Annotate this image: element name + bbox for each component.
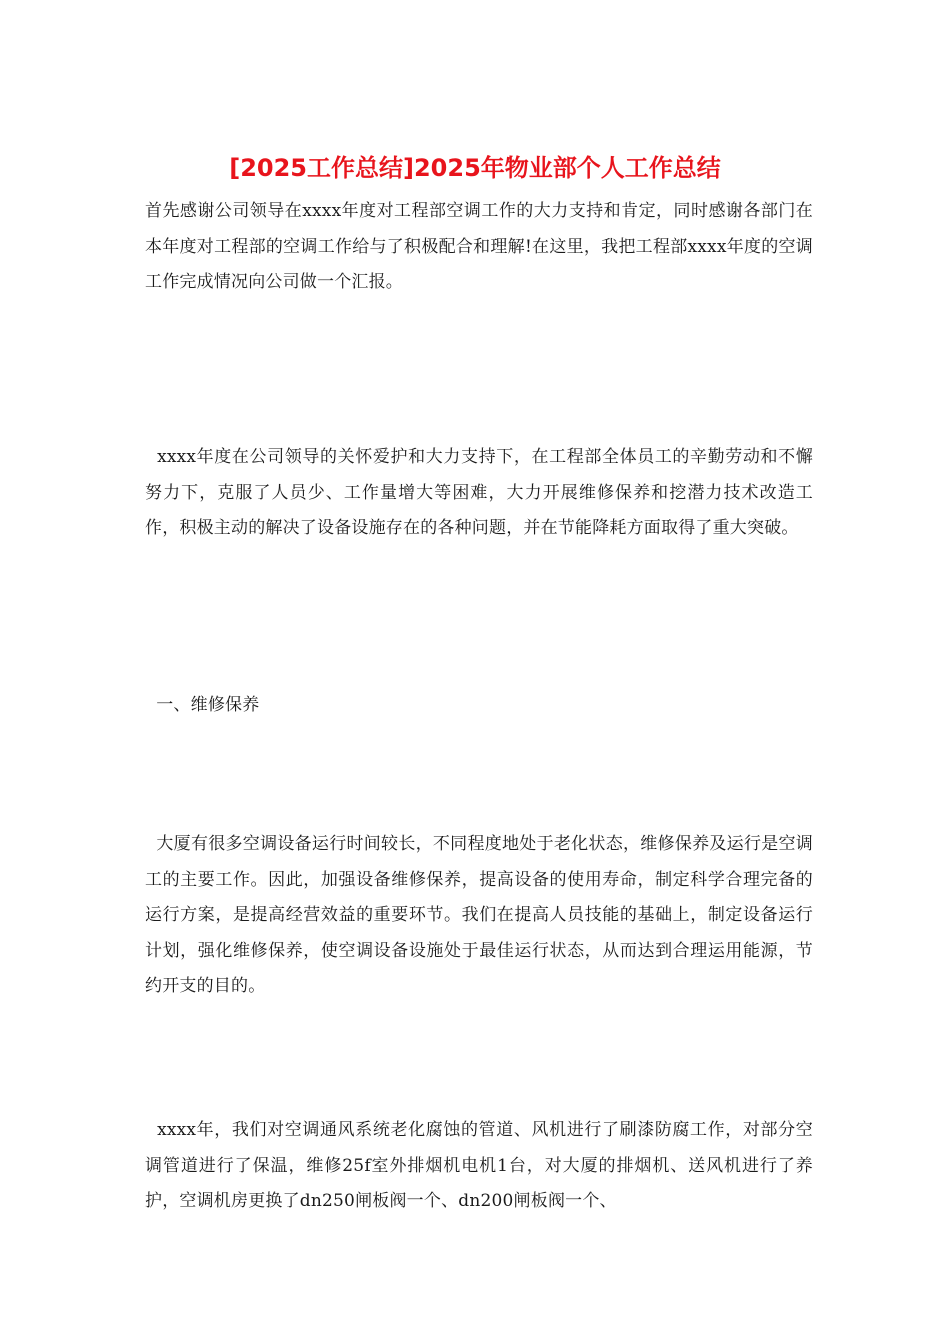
- paragraph-work-details: xxxx年，我们对空调通风系统老化腐蚀的管道、风机进行了刷漆防腐工作，对部分空调管道进行了保温，维修25f室外排烟机电机1台，对大厦的排烟机、送风机进行了养护，空调机房更换了dn250闸板阀一个、dn200闸板阀一个、: [145, 1120, 813, 1211]
- section-heading-maintenance: 一、维修保养: [145, 695, 260, 715]
- paragraph-intro: 首先感谢公司领导在xxxx年度对工程部空调工作的大力支持和肯定，同时感谢各部门在本年度对工程部的空调工作给与了积极配合和理解!在这里，我把工程部xxxx年度的空调工作完成情况向公司做一个汇报。: [145, 201, 813, 292]
- paragraph-annual-overview: xxxx年度在公司领导的关怀爱护和大力支持下，在工程部全体员工的辛勤劳动和不懈努力下，克服了人员少、工作量增大等困难，大力开展维修保养和挖潜力技术改造工作，积极主动的解决了设备设施存在的各种问题，并在节能降耗方面取得了重大突破。: [145, 447, 813, 538]
- paragraph-maintenance: 大厦有很多空调设备运行时间较长，不同程度地处于老化状态，维修保养及运行是空调工的主要工作。因此，加强设备维修保养，提高设备的使用寿命，制定科学合理完备的运行方案，是提高经营效益的重要环节。我们在提高人员技能的基础上，制定设备运行计划，强化维修保养，使空调设备设施处于最佳运行状态，从而达到合理运用能源，节约开支的目的。: [145, 834, 813, 996]
- document-title: [2025工作总结]2025年物业部个人工作总结: [229, 154, 721, 182]
